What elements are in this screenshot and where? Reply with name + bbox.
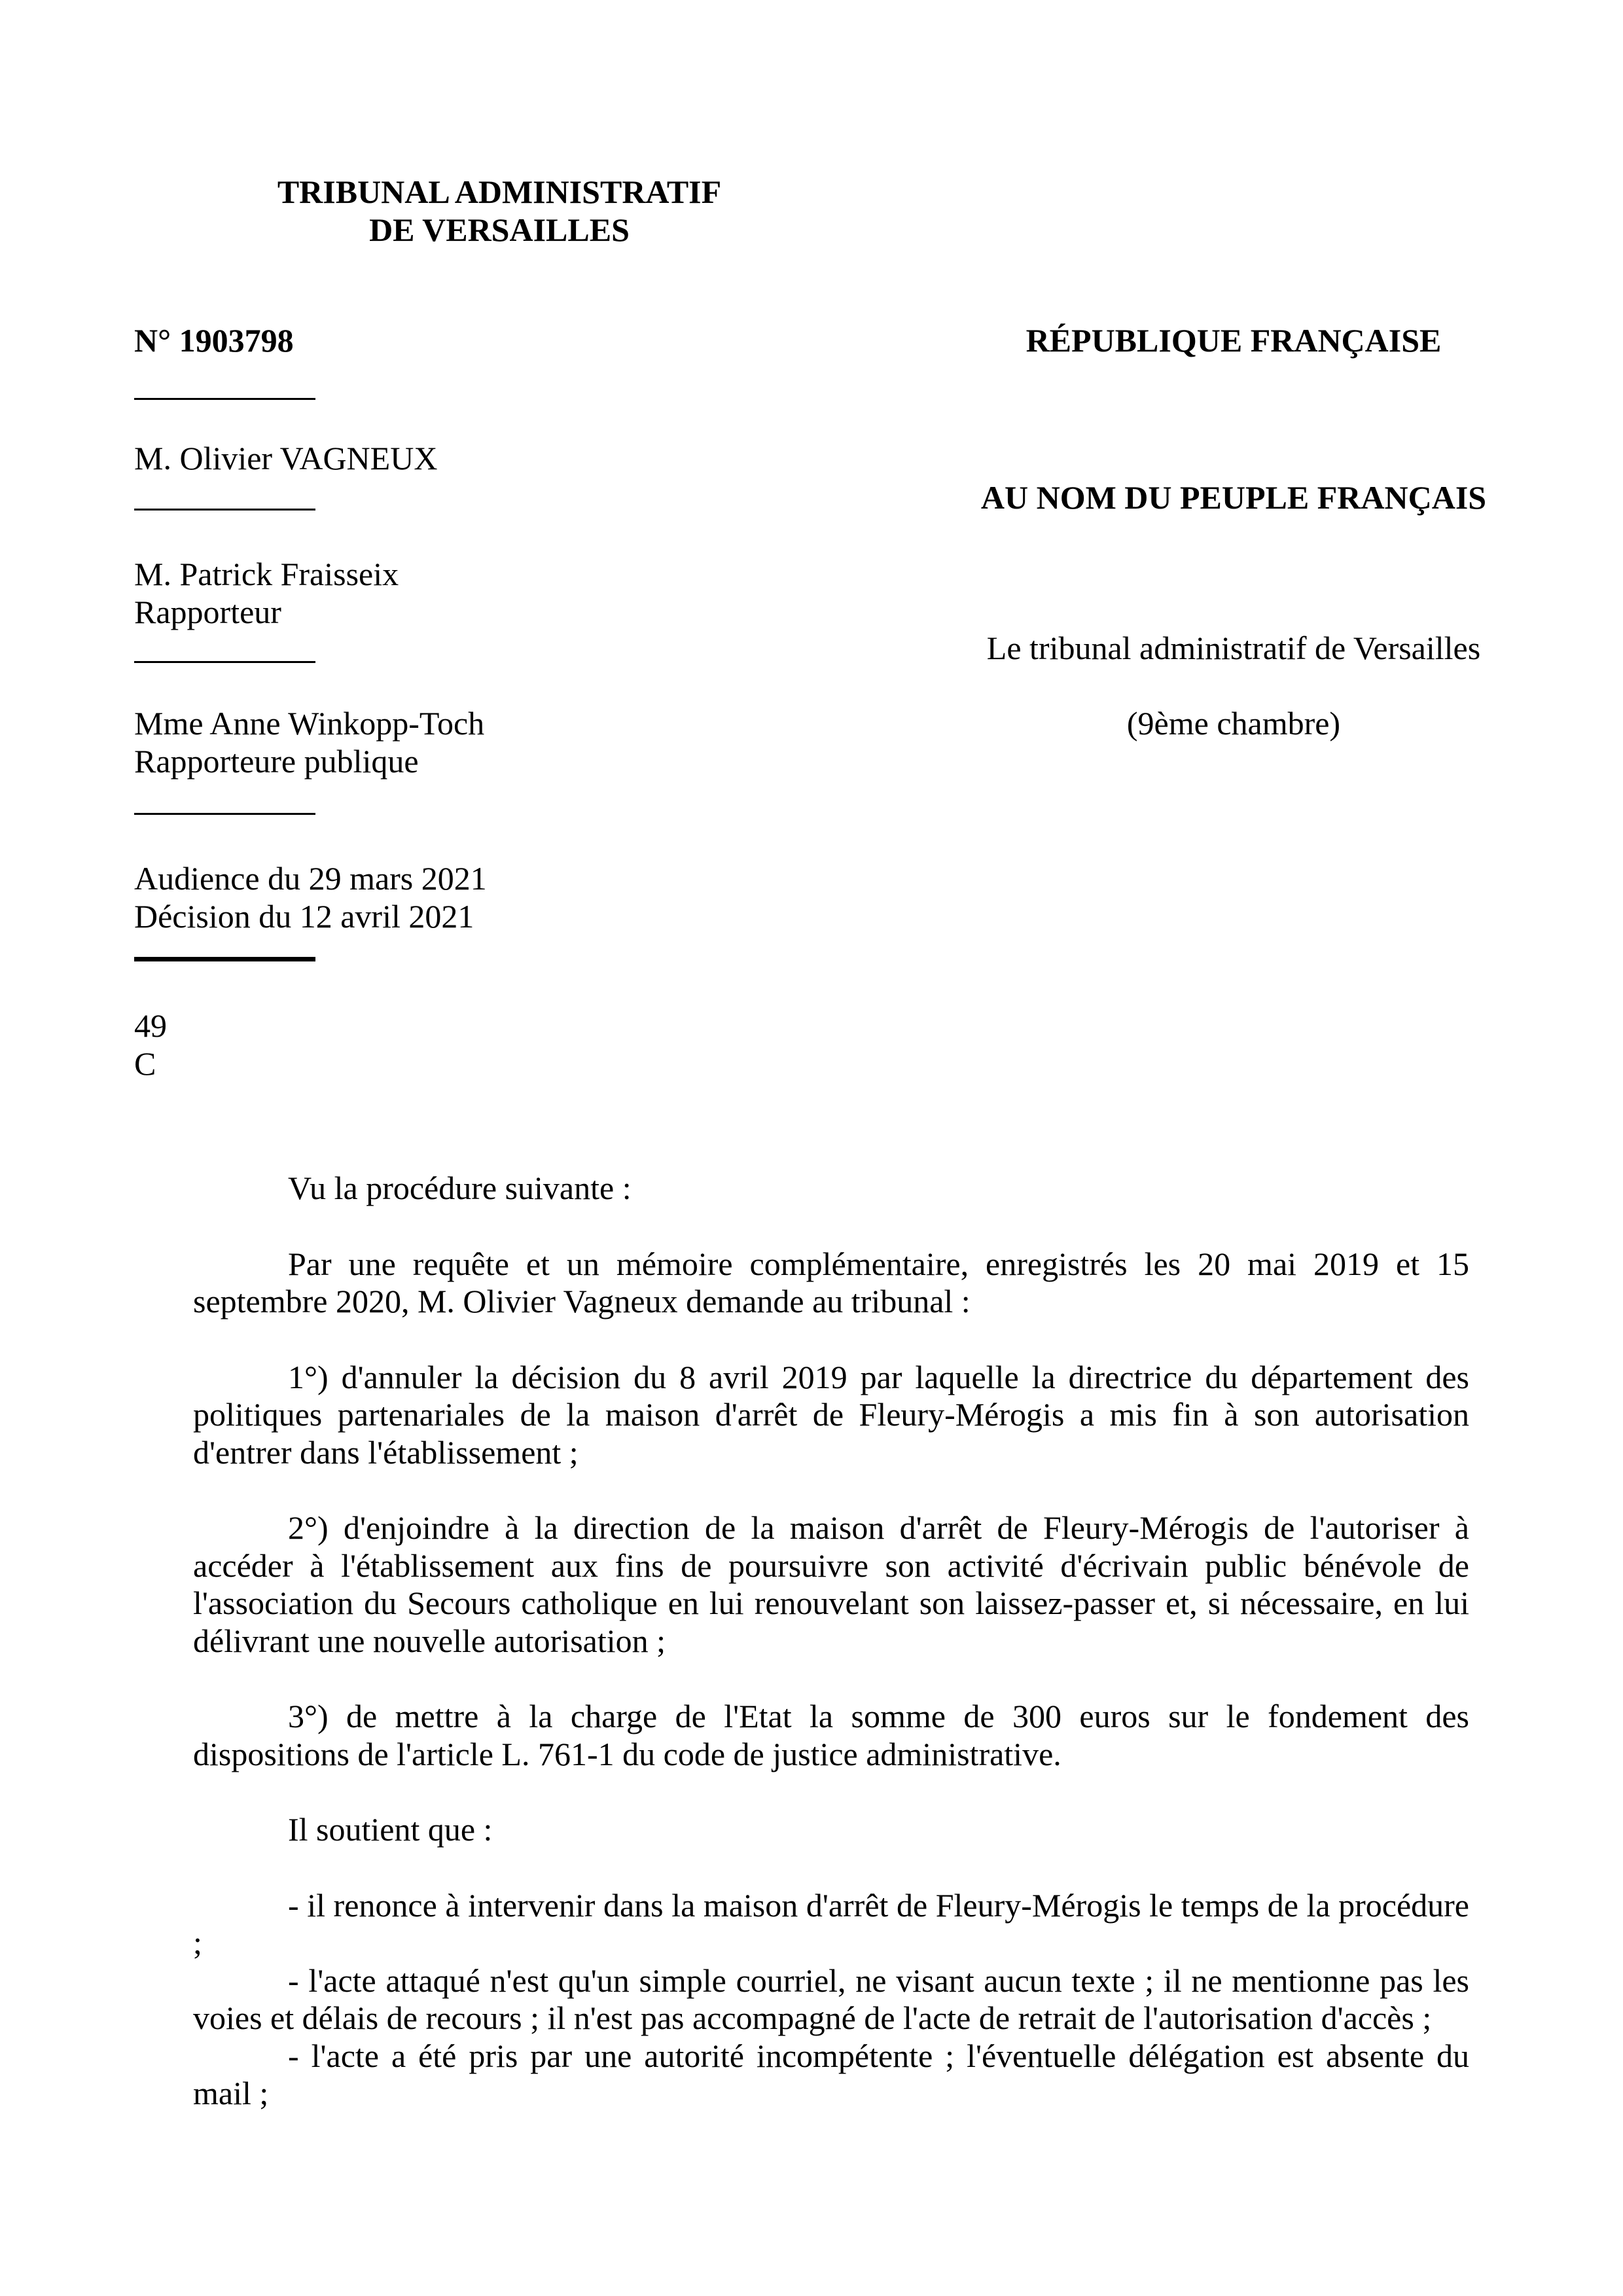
court-title-line2: DE VERSAILLES <box>369 211 630 248</box>
dates-block <box>134 860 487 935</box>
tribunal-line: Le tribunal administratif de Versailles <box>986 630 1481 666</box>
body-paragraph-claim-3: 3°) de mettre à la charge de l'Etat la somme de 300 euros sur le fondement des dispositions de l'article L. 761-1 du code de justice administrative. <box>193 1698 1469 1772</box>
decision-body <box>193 1170 1469 2113</box>
divider-rule-2 <box>134 509 315 511</box>
body-paragraph-intro: Vu la procédure suivante : <box>288 1170 632 1206</box>
rapporteur-block <box>134 556 399 631</box>
body-paragraph-moyen-3: - l'acte a été pris par une autorité incompétente ; l'éventuelle délégation est absente du mail ; <box>193 2037 1469 2111</box>
divider-rule-thick <box>134 957 315 961</box>
decision-date: Décision du 12 avril 2021 <box>134 897 474 935</box>
body-paragraph-moyen-2: - l'acte attaqué n'est qu'un simple courriel, ne visant aucun texte ; il ne mentionne pas les voies et délais de recours ; il n'est pas accompagné de l'acte de retrait de l'autorisation d'accès ; <box>193 1962 1469 2036</box>
claimant-name: M. Olivier VAGNEUX <box>134 440 438 476</box>
divider-rule-1 <box>134 398 315 400</box>
rapporteur-name: M. Patrick Fraisseix <box>134 556 399 592</box>
body-paragraph-claim-1: 1°) d'annuler la décision du 8 avril 2019 par laquelle la directrice du département des politiques partenariales de la maison d'arrêt de Fleury-Mérogis a mis fin à son autorisation d'entrer dans l'établissement ; <box>193 1358 1469 1471</box>
court-title <box>205 173 794 249</box>
chamber-line: (9ème chambre) <box>1126 705 1341 742</box>
rapporteure-publique-block <box>134 705 484 780</box>
motto-heading: AU NOM DU PEUPLE FRANÇAIS <box>980 479 1487 516</box>
divider-rule-4 <box>134 813 315 815</box>
audience-date: Audience du 29 mars 2021 <box>134 860 487 897</box>
rapporteure-publique-name: Mme Anne Winkopp-Toch <box>134 705 485 742</box>
classification-letter: C <box>134 1045 156 1082</box>
body-paragraph-claim-2: 2°) d'enjoindre à la direction de la maison d'arrêt de Fleury-Mérogis de l'autoriser à accéder à l'établissement aux fins de poursuivre son activité d'écrivain public bénévole de l'association du Secours catholique en lui renouvelant son laissez-passer et, si nécessaire, en lui délivrant une nouvelle autorisation ; <box>193 1509 1469 1659</box>
rapporteur-title: Rapporteur <box>134 593 281 630</box>
divider-rule-3 <box>134 661 315 663</box>
body-paragraph-soutient: Il soutient que : <box>288 1811 493 1848</box>
case-number: N° 1903798 <box>134 322 294 359</box>
body-paragraph-moyen-1: - il renonce à intervenir dans la maison d'arrêt de Fleury-Mérogis le temps de la procédure ; <box>193 1886 1469 1961</box>
republic-heading: RÉPUBLIQUE FRANÇAISE <box>1026 322 1442 359</box>
body-paragraph-request: Par une requête et un mémoire complémentaire, enregistrés les 20 mai 2019 et 15 septembre 2020, M. Olivier Vagneux demande au tribunal : <box>193 1245 1469 1319</box>
court-title-line1: TRIBUNAL ADMINISTRATIF <box>277 173 722 210</box>
classification-block <box>134 1007 167 1083</box>
classification-number: 49 <box>134 1007 167 1044</box>
rapporteure-publique-title: Rapporteure publique <box>134 742 419 780</box>
